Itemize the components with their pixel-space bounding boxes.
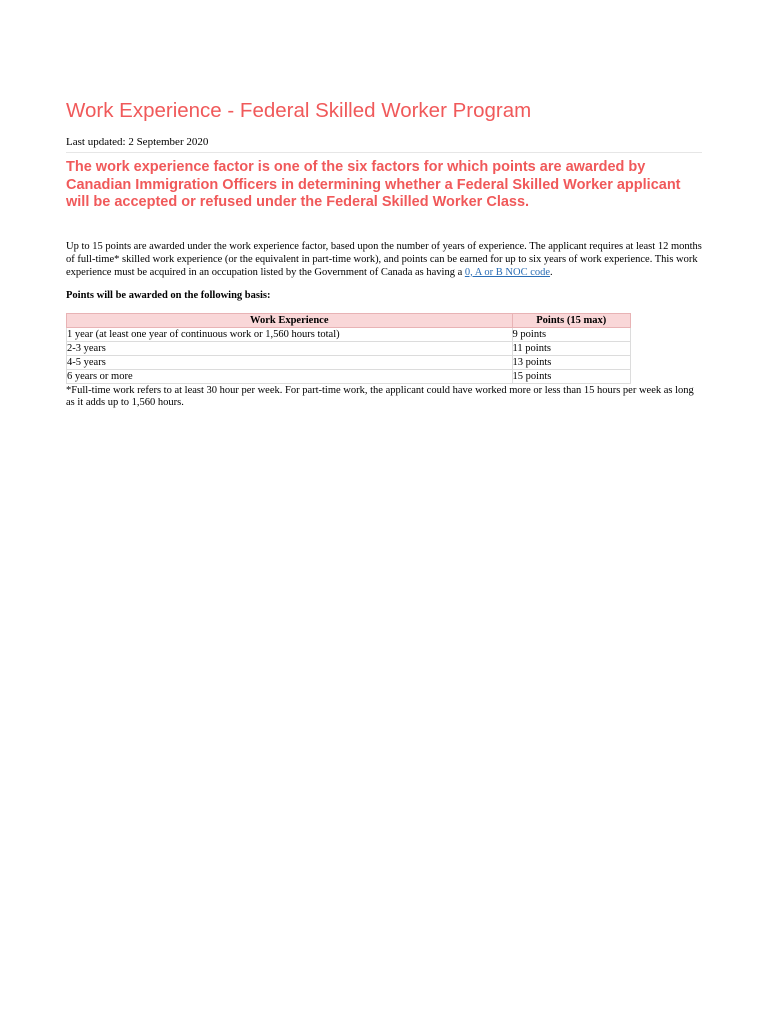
experience-cell: 2-3 years — [67, 342, 513, 356]
last-updated: Last updated: 2 September 2020 — [66, 136, 702, 153]
table-row — [67, 356, 631, 370]
table-header-row — [67, 314, 631, 328]
noc-code-link[interactable]: 0, A or B NOC code — [464, 266, 551, 278]
points-cell: 13 points — [512, 356, 630, 370]
experience-cell: 4-5 years — [67, 356, 513, 370]
intro-text-end: . — [550, 266, 553, 278]
experience-cell: 6 years or more — [67, 370, 513, 384]
points-table — [66, 313, 631, 384]
header-points: Points (15 max) — [512, 314, 630, 328]
experience-cell: 1 year (at least one year of continuous work or 1,560 hours total) — [67, 328, 513, 342]
table-row — [67, 370, 631, 384]
points-cell: 11 points — [512, 342, 630, 356]
intro-paragraph — [66, 241, 702, 279]
table-row — [67, 328, 631, 342]
points-cell: 15 points — [512, 370, 630, 384]
footnote: *Full-time work refers to at least 30 hour per week. For part-time work, the applicant could have worked more or less than 15 hours per week as long as it adds up to 1,560 hours. — [66, 385, 694, 409]
header-work-experience: Work Experience — [67, 314, 513, 328]
points-cell: 9 points — [512, 328, 630, 342]
page-title: Work Experience - Federal Skilled Worker Program — [66, 99, 532, 122]
lead-paragraph: The work experience factor is one of the six factors for which points are awarded by Canadian Immigration Officers in determining whether a Federal Skilled Worker applicant will be accepted or refused under the Federal Skilled Worker Class. — [66, 159, 681, 210]
intro-text: Up to 15 points are awarded under the work experience factor, based upon the number of years of experience. The applicant requires at least 12 months of full-time* skilled work experience (or the equivalent in part-time work), and points can be earned for up to six years of work experience. This work experience must be acquired in an occupation listed by the Government of Canada as having a — [66, 241, 702, 278]
basis-heading: Points will be awarded on the following basis: — [66, 290, 271, 301]
table-row — [67, 342, 631, 356]
